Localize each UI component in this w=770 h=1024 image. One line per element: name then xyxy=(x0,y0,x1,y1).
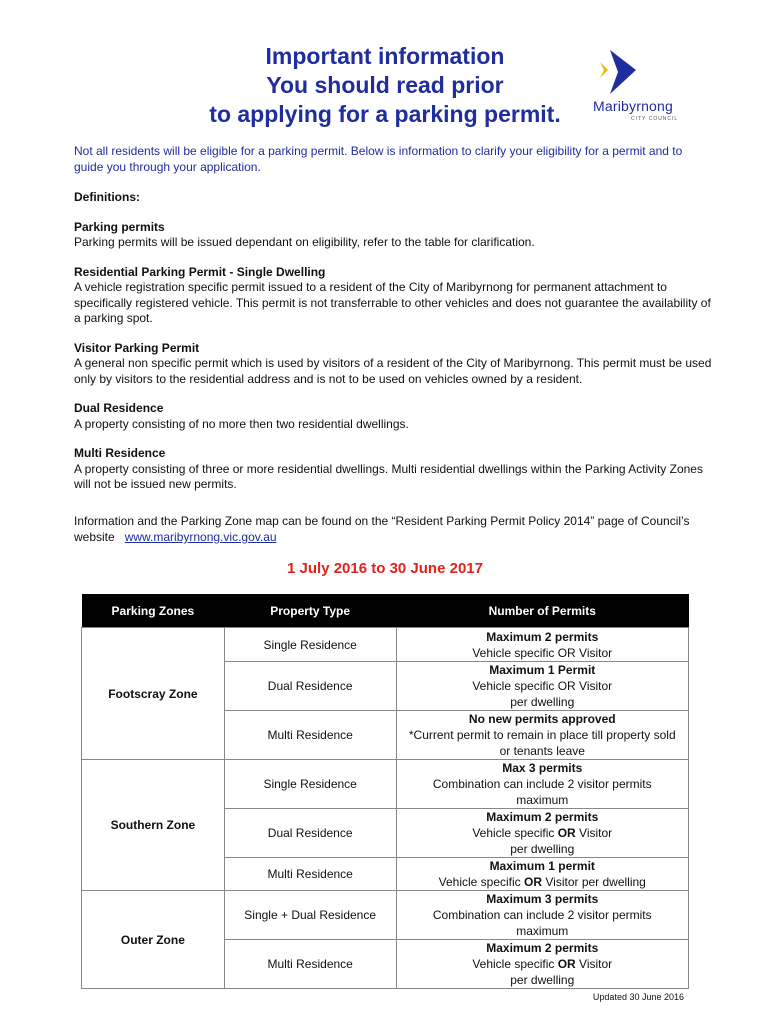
table-header-row xyxy=(82,594,689,628)
permits-detail: Vehicle specific OR Visitor xyxy=(472,679,613,693)
permits-detail: or tenants leave xyxy=(499,744,585,758)
permits-detail: per dwelling xyxy=(510,695,575,709)
definition-term: Residential Parking Permit - Single Dwelling xyxy=(74,264,326,279)
header-parking-zones: Parking Zones xyxy=(82,594,225,628)
permits-cell xyxy=(396,711,688,760)
updated-date: Updated 30 June 2016 xyxy=(592,992,684,1002)
title-line-2: You should read prior xyxy=(266,72,504,98)
permits-detail: per dwelling xyxy=(510,973,575,987)
definition-term: Visitor Parking Permit xyxy=(74,340,200,355)
permits-bold: No new permits approved xyxy=(468,712,616,726)
permits-detail-a: Vehicle specific xyxy=(438,875,525,889)
permits-cell xyxy=(396,662,688,711)
permits-detail: *Current permit to remain in place till property sold xyxy=(408,728,676,742)
permits-bold: Maximum 2 permits xyxy=(486,810,599,824)
permits-table xyxy=(81,594,689,989)
table-row xyxy=(82,628,689,662)
permits-cell xyxy=(396,760,688,809)
definition-term: Dual Residence xyxy=(74,401,164,415)
permits-detail: Combination can include 2 visitor permits xyxy=(432,908,652,922)
info-text: Information and the Parking Zone map can be found on the “Resident Parking Permit Policy 2014” page of Council’s website xyxy=(74,514,690,544)
property-type-cell: Dual Residence xyxy=(224,809,396,858)
council-website-link[interactable]: www.maribyrnong.vic.gov.au xyxy=(124,530,277,544)
permits-detail xyxy=(401,825,684,841)
permits-detail: maximum xyxy=(516,793,569,807)
permits-detail-or: OR xyxy=(524,875,543,889)
permits-bold: Max 3 permits xyxy=(502,761,583,775)
definition-term: Parking permits xyxy=(74,219,165,234)
permits-cell xyxy=(396,940,688,989)
council-logo xyxy=(588,48,688,128)
definition-item xyxy=(74,341,714,388)
permits-bold: Maximum 2 permits xyxy=(486,941,599,955)
definition-text: A general non specific permit which is used by visitors of a resident of the City of Maribyrnong. This permit must be used only by visitors to the residential address and is not to be used on vehicles owned by a resident. xyxy=(74,356,712,386)
permits-detail-or: OR xyxy=(557,826,576,840)
title-line-3: to applying for a parking permit. xyxy=(209,101,561,127)
permits-detail: maximum xyxy=(516,924,569,938)
logo-subtitle: CITY COUNCIL xyxy=(631,116,679,122)
logo-name: Maribyrnong xyxy=(593,98,674,114)
table-row xyxy=(82,891,689,940)
zone-outer: Outer Zone xyxy=(82,891,225,989)
info-paragraph xyxy=(74,513,714,545)
zone-footscray: Footscray Zone xyxy=(82,628,225,760)
page-title xyxy=(200,42,570,129)
permits-cell xyxy=(396,628,688,662)
intro-text: Not all residents will be eligible for a parking permit. Below is information to clarify your eligibility for a permit and to guide you through your application. xyxy=(74,144,683,174)
permits-detail-b: Visitor xyxy=(575,826,613,840)
permits-detail-a: Vehicle specific xyxy=(472,957,558,971)
permits-detail-a: Vehicle specific xyxy=(472,826,558,840)
definition-item xyxy=(74,446,714,493)
definition-text: A property consisting of no more then two residential dwellings. xyxy=(74,416,409,431)
period-heading: 1 July 2016 to 30 June 2017 xyxy=(287,560,483,577)
permits-bold: Maximum 1 permit xyxy=(489,859,595,873)
property-type-cell: Multi Residence xyxy=(224,940,396,989)
definition-item xyxy=(74,401,714,432)
definitions-section xyxy=(74,190,714,493)
definition-term: Multi Residence xyxy=(74,446,166,460)
permits-cell xyxy=(396,891,688,940)
definition-text: A vehicle registration specific permit issued to a resident of the City of Maribyrnong for permanent attachment to specifically registered vehicle. This permit is not transferrable to other vehicles and does not guarantee the availability of a parking spot. xyxy=(74,280,711,325)
permits-detail: Combination can include 2 visitor permits xyxy=(432,777,652,791)
permits-detail-b: Visitor per dwelling xyxy=(542,875,646,889)
definition-text: A property consisting of three or more residential dwellings. Multi residential dwellings within the Parking Activity Zones will not be issued new permits. xyxy=(74,461,703,491)
zone-southern: Southern Zone xyxy=(82,760,225,891)
permits-detail-or: OR xyxy=(557,957,576,971)
logo-arrow-icon xyxy=(588,48,688,98)
header-number-of-permits: Number of Permits xyxy=(396,594,688,628)
definition-item xyxy=(74,220,714,251)
property-type-cell: Single Residence xyxy=(224,628,396,662)
property-type-cell: Single + Dual Residence xyxy=(224,891,396,940)
definition-text: Parking permits will be issued dependant on eligibility, refer to the table for clarification. xyxy=(74,235,535,249)
permits-bold: Maximum 3 permits xyxy=(486,892,599,906)
permits-cell xyxy=(396,858,688,891)
table-row xyxy=(82,760,689,809)
permits-bold: Maximum 1 Permit xyxy=(489,663,596,677)
definition-item xyxy=(74,265,714,327)
property-type-cell: Dual Residence xyxy=(224,662,396,711)
property-type-cell: Single Residence xyxy=(224,760,396,809)
property-type-cell: Multi Residence xyxy=(224,858,396,891)
permits-detail xyxy=(401,956,684,972)
title-line-1: Important information xyxy=(265,43,505,69)
permits-detail-b: Visitor xyxy=(575,957,613,971)
permits-cell xyxy=(396,809,688,858)
permits-detail: Vehicle specific OR Visitor xyxy=(472,645,613,660)
header-property-type: Property Type xyxy=(224,594,396,628)
permits-detail xyxy=(401,874,684,890)
definitions-heading: Definitions: xyxy=(74,190,140,204)
permits-bold: Maximum 2 permits xyxy=(486,629,599,644)
property-type-cell: Multi Residence xyxy=(224,711,396,760)
permits-detail: per dwelling xyxy=(510,842,575,856)
